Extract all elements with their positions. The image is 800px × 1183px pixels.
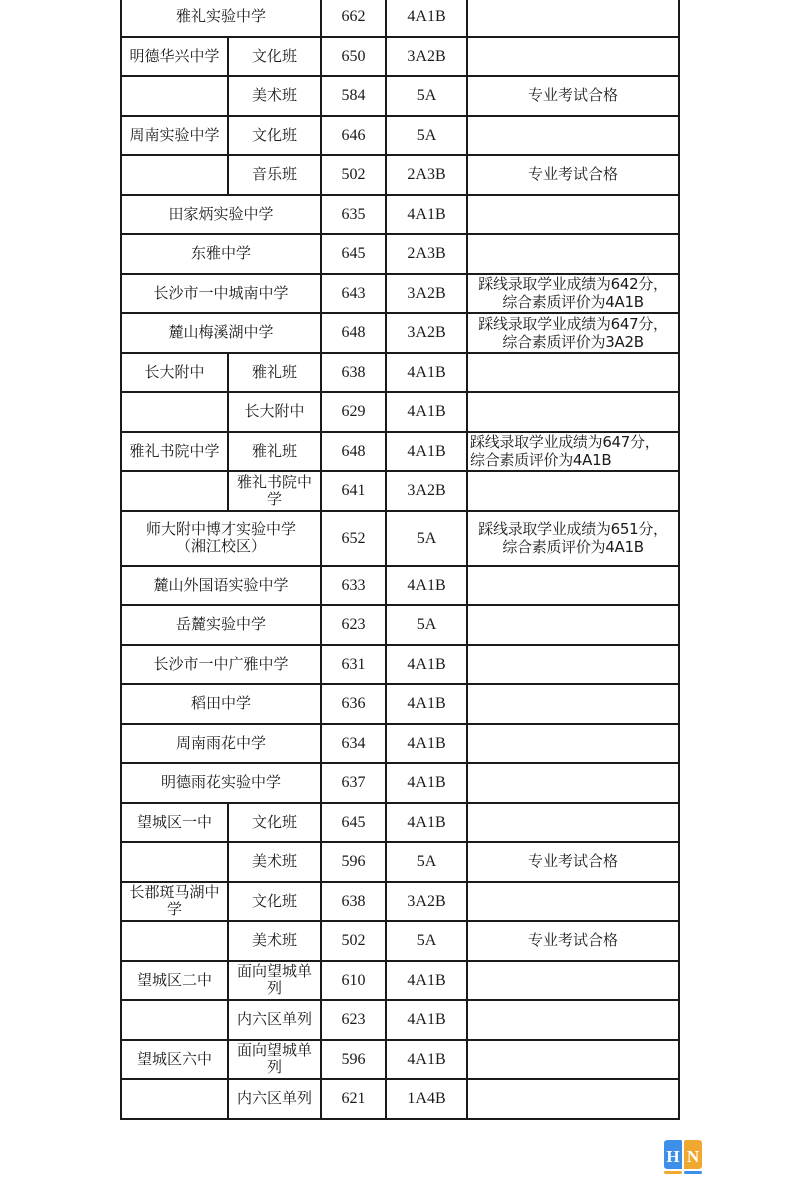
score-cell: 641	[321, 471, 386, 511]
class-type-cell: 文化班	[228, 37, 321, 77]
score-cell: 584	[321, 76, 386, 116]
remark-cell: 专业考试合格	[467, 155, 679, 195]
school-name-cell: 雅礼实验中学	[121, 0, 321, 37]
table-row	[121, 511, 679, 566]
table-row	[121, 645, 679, 685]
quality-rating-cell: 4A1B	[386, 763, 467, 803]
school-name-cell: 望城区六中	[121, 1040, 228, 1080]
school-name-cell: 雅礼书院中学	[121, 432, 228, 472]
table-row	[121, 353, 679, 393]
class-type-cell: 美术班	[228, 842, 321, 882]
quality-rating-cell: 2A3B	[386, 155, 467, 195]
quality-rating-cell: 4A1B	[386, 1000, 467, 1040]
remark-cell	[467, 432, 679, 472]
class-type-cell: 音乐班	[228, 155, 321, 195]
score-cell: 621	[321, 1079, 386, 1119]
remark-cell: 专业考试合格	[467, 921, 679, 961]
table-row	[121, 724, 679, 764]
score-cell: 623	[321, 605, 386, 645]
remark-cell: 专业考试合格	[467, 76, 679, 116]
remark-cell	[467, 645, 679, 685]
quality-rating-cell: 4A1B	[386, 353, 467, 393]
school-name-cell: 明德雨花实验中学	[121, 763, 321, 803]
school-name-cell: 麓山梅溪湖中学	[121, 313, 321, 353]
hn-logo-icon	[662, 1139, 704, 1179]
hn-watermark-logo	[662, 1139, 704, 1179]
school-name-cell: 东雅中学	[121, 234, 321, 274]
class-type-cell: 文化班	[228, 803, 321, 843]
table-row	[121, 921, 679, 961]
school-name-cell	[121, 1079, 228, 1119]
class-type-cell: 雅礼书院中学	[228, 471, 321, 511]
class-type-cell: 雅礼班	[228, 432, 321, 472]
score-cell: 610	[321, 961, 386, 1001]
table-row	[121, 76, 679, 116]
class-type-cell: 内六区单列	[228, 1000, 321, 1040]
table-row	[121, 0, 679, 37]
quality-rating-cell: 3A2B	[386, 274, 467, 314]
score-cell: 629	[321, 392, 386, 432]
class-type-cell: 雅礼班	[228, 353, 321, 393]
school-name-cell: 望城区二中	[121, 961, 228, 1001]
score-cell: 633	[321, 566, 386, 606]
svg-text:H: H	[666, 1147, 680, 1166]
class-type-cell: 长大附中	[228, 392, 321, 432]
score-cell: 596	[321, 842, 386, 882]
score-cell: 634	[321, 724, 386, 764]
remark-cell	[467, 511, 679, 566]
score-cell: 623	[321, 1000, 386, 1040]
table-row	[121, 274, 679, 314]
remark-cell	[467, 882, 679, 922]
remark-cell	[467, 566, 679, 606]
school-name-cell: 岳麓实验中学	[121, 605, 321, 645]
remark-cell	[467, 961, 679, 1001]
quality-rating-cell: 3A2B	[386, 37, 467, 77]
score-cell: 645	[321, 803, 386, 843]
school-name-cell: 田家炳实验中学	[121, 195, 321, 235]
table-row	[121, 882, 679, 922]
school-name-cell: 长沙市一中城南中学	[121, 274, 321, 314]
remark-line: 综合素质评价为4A1B	[470, 451, 612, 470]
quality-rating-cell: 3A2B	[386, 882, 467, 922]
school-name-cell	[121, 842, 228, 882]
score-cell: 638	[321, 353, 386, 393]
remark-cell	[467, 605, 679, 645]
quality-rating-cell: 5A	[386, 511, 467, 566]
school-name-cell: 周南实验中学	[121, 116, 228, 156]
table-row	[121, 1000, 679, 1040]
school-name-cell	[121, 1000, 228, 1040]
quality-rating-cell: 5A	[386, 605, 467, 645]
remark-cell	[467, 0, 679, 37]
table-row	[121, 234, 679, 274]
school-name-cell	[121, 471, 228, 511]
school-name-cell: 长沙市一中广雅中学	[121, 645, 321, 685]
remark-cell	[467, 1079, 679, 1119]
score-cell: 638	[321, 882, 386, 922]
remark-cell	[467, 724, 679, 764]
remark-cell	[467, 195, 679, 235]
table-row	[121, 116, 679, 156]
school-name-cell: 明德华兴中学	[121, 37, 228, 77]
table-row	[121, 605, 679, 645]
quality-rating-cell: 5A	[386, 842, 467, 882]
score-cell: 646	[321, 116, 386, 156]
school-name-cell	[121, 76, 228, 116]
admission-score-table	[120, 0, 680, 1120]
class-type-cell: 文化班	[228, 116, 321, 156]
score-cell: 643	[321, 274, 386, 314]
table-body	[121, 0, 679, 1119]
quality-rating-cell: 4A1B	[386, 0, 467, 37]
quality-rating-cell: 5A	[386, 116, 467, 156]
quality-rating-cell: 3A2B	[386, 313, 467, 353]
remark-cell	[467, 234, 679, 274]
class-type-cell: 文化班	[228, 882, 321, 922]
score-cell: 636	[321, 684, 386, 724]
remark-cell	[467, 116, 679, 156]
remark-line: 踩线录取学业成绩为647分，	[470, 433, 660, 452]
school-name-cell: 望城区一中	[121, 803, 228, 843]
remark-cell	[467, 274, 679, 314]
score-cell: 645	[321, 234, 386, 274]
remark-line: 综合素质评价为3A2B	[502, 332, 644, 351]
quality-rating-cell: 4A1B	[386, 392, 467, 432]
quality-rating-cell: 4A1B	[386, 684, 467, 724]
remark-cell	[467, 471, 679, 511]
score-cell: 635	[321, 195, 386, 235]
table-row	[121, 803, 679, 843]
admission-score-table-container	[120, 0, 678, 1120]
score-cell: 648	[321, 313, 386, 353]
table-row	[121, 471, 679, 511]
table-row	[121, 195, 679, 235]
remark-cell: 专业考试合格	[467, 842, 679, 882]
table-row	[121, 566, 679, 606]
quality-rating-cell: 5A	[386, 921, 467, 961]
remark-cell	[467, 37, 679, 77]
score-cell: 650	[321, 37, 386, 77]
quality-rating-cell: 4A1B	[386, 566, 467, 606]
table-row	[121, 961, 679, 1001]
school-name-cell	[121, 155, 228, 195]
remark-line: 踩线录取学业成绩为651分，	[478, 520, 668, 538]
remark-line: 踩线录取学业成绩为647分，	[478, 314, 668, 333]
school-name-line: 师大附中博才实验中学	[146, 520, 297, 538]
quality-rating-cell: 4A1B	[386, 195, 467, 235]
score-cell: 631	[321, 645, 386, 685]
remark-line: 踩线录取学业成绩为642分，	[478, 275, 668, 294]
class-type-cell: 面向望城单列	[228, 961, 321, 1001]
table-row	[121, 763, 679, 803]
remark-cell	[467, 803, 679, 843]
quality-rating-cell: 4A1B	[386, 645, 467, 685]
quality-rating-cell: 4A1B	[386, 432, 467, 472]
table-row	[121, 313, 679, 353]
quality-rating-cell: 5A	[386, 76, 467, 116]
school-name-cell	[121, 921, 228, 961]
quality-rating-cell: 4A1B	[386, 1040, 467, 1080]
svg-text:N: N	[686, 1147, 700, 1166]
table-row	[121, 155, 679, 195]
score-cell: 652	[321, 511, 386, 566]
score-cell: 502	[321, 921, 386, 961]
table-row	[121, 842, 679, 882]
class-type-cell: 面向望城单列	[228, 1040, 321, 1080]
table-row	[121, 1040, 679, 1080]
quality-rating-cell: 2A3B	[386, 234, 467, 274]
table-row	[121, 432, 679, 472]
school-name-cell: 麓山外国语实验中学	[121, 566, 321, 606]
class-type-cell: 内六区单列	[228, 1079, 321, 1119]
score-cell: 502	[321, 155, 386, 195]
quality-rating-cell: 4A1B	[386, 724, 467, 764]
quality-rating-cell: 1A4B	[386, 1079, 467, 1119]
score-cell: 662	[321, 0, 386, 37]
remark-line: 综合素质评价为4A1B	[502, 538, 644, 556]
remark-cell	[467, 392, 679, 432]
table-row	[121, 37, 679, 77]
table-row	[121, 684, 679, 724]
table-row	[121, 1079, 679, 1119]
remark-cell	[467, 1000, 679, 1040]
school-name-cell: 周南雨花中学	[121, 724, 321, 764]
class-type-cell: 美术班	[228, 76, 321, 116]
score-cell: 596	[321, 1040, 386, 1080]
school-name-cell: 稻田中学	[121, 684, 321, 724]
score-cell: 637	[321, 763, 386, 803]
remark-cell	[467, 763, 679, 803]
quality-rating-cell: 4A1B	[386, 803, 467, 843]
school-name-line: （湘江校区）	[176, 537, 267, 555]
school-name-cell	[121, 511, 321, 566]
class-type-cell: 美术班	[228, 921, 321, 961]
school-name-cell: 长郡斑马湖中学	[121, 882, 228, 922]
remark-line: 综合素质评价为4A1B	[502, 293, 644, 312]
quality-rating-cell: 4A1B	[386, 961, 467, 1001]
table-row	[121, 392, 679, 432]
remark-cell	[467, 353, 679, 393]
score-cell: 648	[321, 432, 386, 472]
school-name-cell	[121, 392, 228, 432]
school-name-cell: 长大附中	[121, 353, 228, 393]
remark-cell	[467, 1040, 679, 1080]
quality-rating-cell: 3A2B	[386, 471, 467, 511]
remark-cell	[467, 313, 679, 353]
remark-cell	[467, 684, 679, 724]
